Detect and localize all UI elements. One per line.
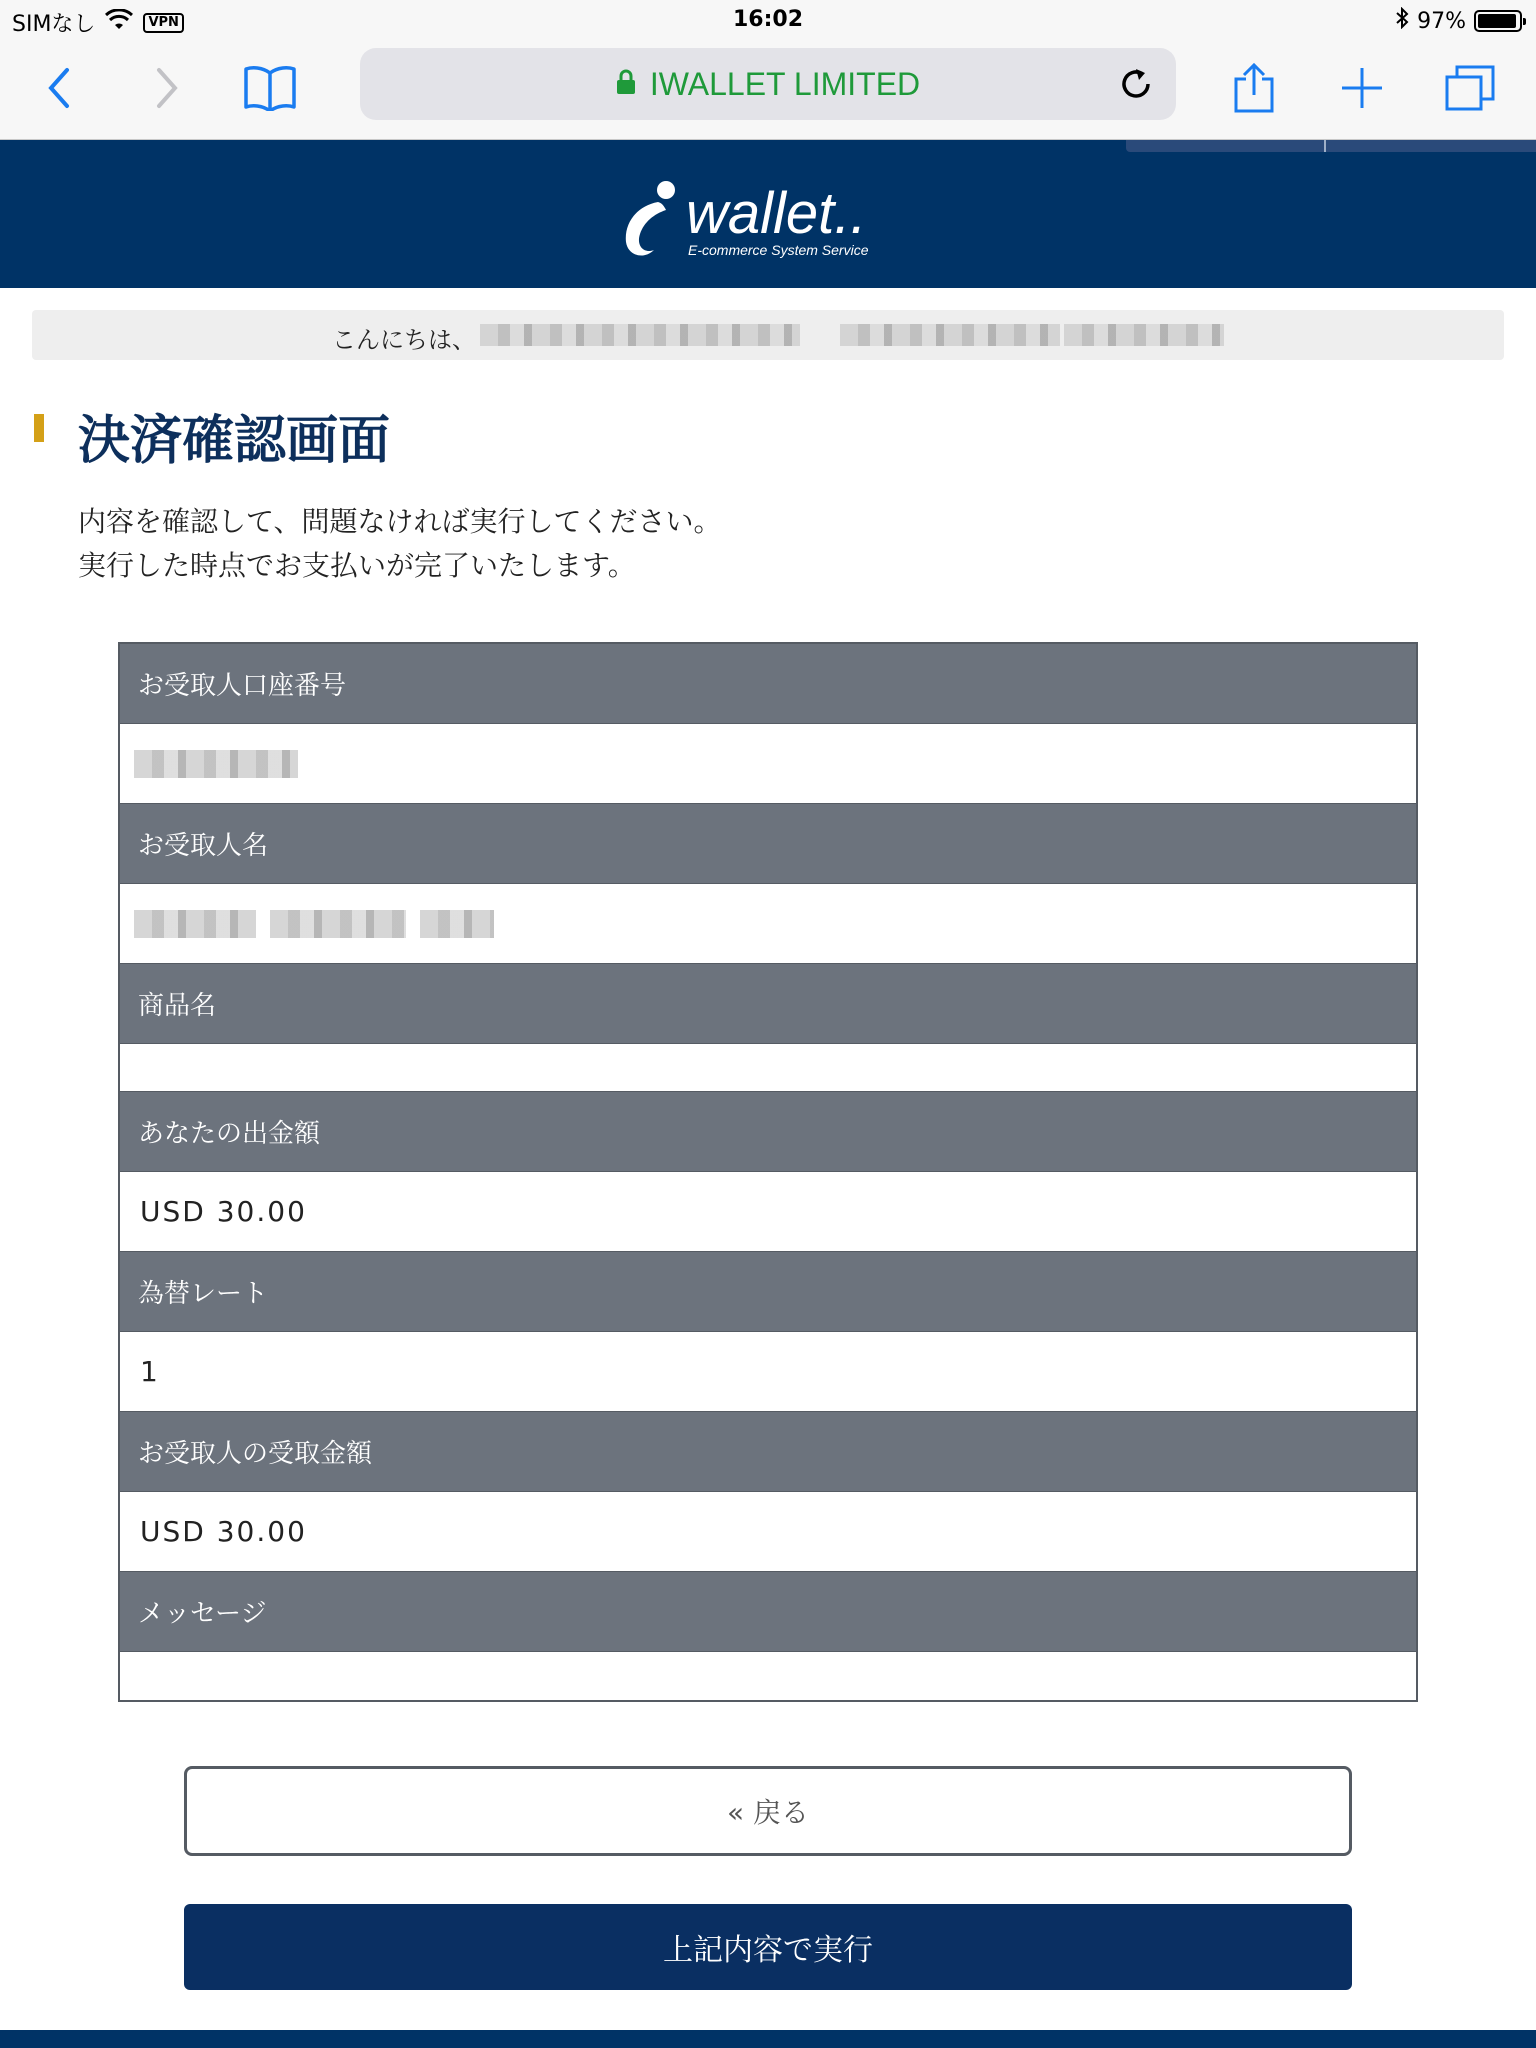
- redacted-username: [1064, 324, 1224, 346]
- logo-word: wallet..: [686, 181, 867, 246]
- iwallet-logo[interactable]: [618, 180, 908, 260]
- execute-button[interactable]: 上記内容で実行: [184, 1904, 1352, 1990]
- share-icon[interactable]: [1224, 58, 1284, 118]
- bluetooth-icon: [1395, 7, 1409, 35]
- browser-toolbar: [0, 40, 1536, 140]
- product-name-label: 商品名: [120, 964, 1416, 1044]
- header-tab-strip: [1126, 140, 1536, 152]
- recipient-account-label: お受取人口座番号: [120, 644, 1416, 724]
- payment-details-table: [118, 642, 1418, 1702]
- url-text: IWALLET LIMITED: [649, 65, 921, 102]
- greeting-text: こんにちは、: [332, 326, 476, 354]
- redacted-recipient-name: [134, 910, 256, 938]
- redacted-username: [840, 324, 1060, 346]
- forward-icon[interactable]: [136, 58, 196, 118]
- recipient-account-value: [120, 724, 1416, 804]
- received-amount-value: USD 30.00: [120, 1492, 1416, 1572]
- status-right: [1395, 7, 1522, 35]
- lock-icon: [616, 66, 636, 103]
- battery-percent: 97%: [1417, 8, 1466, 34]
- message-value: [120, 1652, 1416, 1700]
- redacted-recipient-name: [270, 910, 406, 938]
- recipient-name-value: [120, 884, 1416, 964]
- tabs-icon[interactable]: [1440, 58, 1500, 118]
- carrier-label: SIMなし: [12, 12, 96, 37]
- redacted-recipient-name: [420, 910, 494, 938]
- status-time: 16:02: [732, 7, 804, 32]
- product-name-value: [120, 1044, 1416, 1092]
- status-bar: [0, 0, 1536, 40]
- intro-line: 実行した時点でお支払いが完了いたします。: [78, 549, 636, 582]
- battery-icon: [1474, 10, 1522, 32]
- page-title: 決済確認画面: [78, 411, 391, 471]
- redacted-account-number: [134, 750, 298, 778]
- logo-i-icon: [618, 180, 684, 260]
- message-label: メッセージ: [120, 1572, 1416, 1652]
- intro-line: 内容を確認して、問題なければ実行してください。: [78, 505, 722, 538]
- withdrawal-amount-label: あなたの出金額: [120, 1092, 1416, 1172]
- recipient-name-label: お受取人名: [120, 804, 1416, 884]
- url-bar[interactable]: [360, 48, 1176, 120]
- exchange-rate-label: 為替レート: [120, 1252, 1416, 1332]
- logo-tagline: E-commerce System Service: [688, 242, 869, 258]
- redacted-username: [480, 324, 800, 346]
- vpn-badge: VPN: [143, 13, 183, 33]
- received-amount-label: お受取人の受取金額: [120, 1412, 1416, 1492]
- footer-strip: [0, 2030, 1536, 2048]
- reload-icon[interactable]: [1106, 54, 1166, 114]
- back-icon[interactable]: [30, 58, 90, 118]
- exchange-rate-value: 1: [120, 1332, 1416, 1412]
- new-tab-icon[interactable]: [1332, 58, 1392, 118]
- url-display[interactable]: [360, 48, 1176, 120]
- back-button[interactable]: « 戻る: [184, 1766, 1352, 1856]
- intro-text: [78, 500, 721, 588]
- greeting-bar: [32, 310, 1504, 360]
- withdrawal-amount-value: USD 30.00: [120, 1172, 1416, 1252]
- title-accent-bar: [34, 414, 44, 442]
- bookmarks-icon[interactable]: [240, 58, 300, 118]
- site-header: [0, 140, 1536, 288]
